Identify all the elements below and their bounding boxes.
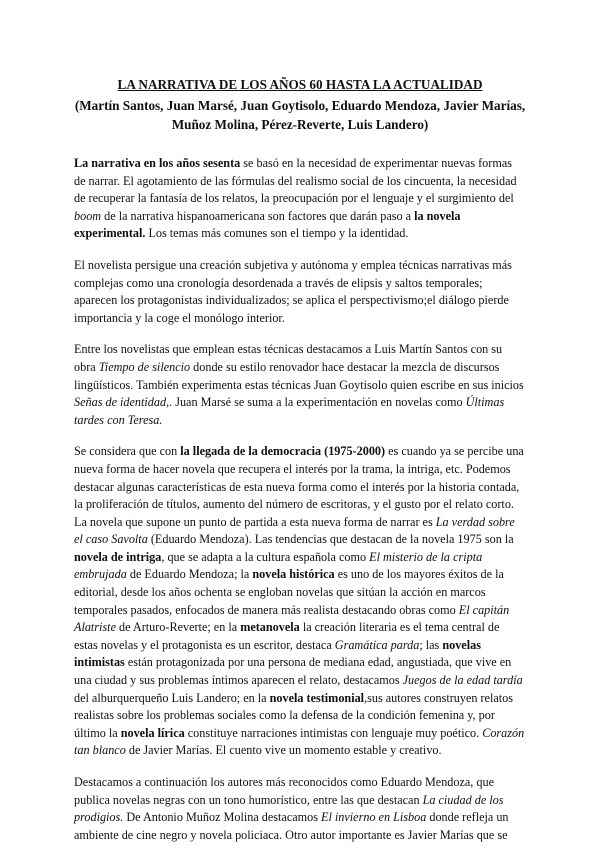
bold-term: metanovela [240,620,300,635]
text-run: de la narrativa hispanoamericana son factores que darán paso a [101,208,415,223]
paragraph [74,155,526,243]
text-run: , que se adapta a la cultura española como [161,549,370,564]
text-run: están protagonizada por una persona de mediana edad, angustiada, que vive en una ciudad y sus problemas íntimos aparecen el relato, destacamos [74,655,512,688]
work-title: El invierno en Lisboa [321,810,427,825]
text-run: Destacamos a continuación los autores más reconocidos como Eduardo Mendoza, que publica novelas negras con un tono humorístico, entre las que destacan [74,775,494,807]
work-title: Tiempo de silencio [98,359,191,374]
text-run: de Arturo-Reverte; en la [115,620,241,635]
paragraph [74,257,526,327]
paragraph [74,341,526,429]
text-run: De Antonio Muñoz Molina destacamos [123,810,322,825]
work-title: Corazón tan blanco [74,725,525,758]
text-run: es uno de los mayores éxitos de la editorial, desde los años ochenta se engloban novelas que sitúan la acción en marcos temporales pasados, enfocados de manera más realista destacando obras como [74,567,504,617]
work-title: boom [74,208,102,223]
text-run: Los temas más comunes son el tiempo y la identidad. [145,226,409,241]
work-title: La verdad sobre el caso Savolta [74,514,515,547]
text-run: ,. Juan Marsé se suma a la experimentación en novelas como [166,395,466,410]
bold-term: novela testimonial [269,690,365,705]
text-run: ,sus autores construyen relatos realistas sobre los problemas sociales como la defensa de la condición femenina y, por último la [74,690,513,740]
bold-term: la novela experimental. [74,208,461,241]
text-run: de Eduardo Mendoza; la [126,567,253,582]
bold-term: novelas intimistas [74,637,481,670]
text-run: constituye narraciones intimistas con lenguaje muy poético. [184,725,483,740]
text-run: se basó en la necesidad de experimentar nuevas formas de narrar. El agotamiento de las fórmulas del realismo social de los cincuenta, la necesidad de recuperar la fantasía de los relatos, la preocupación por el lenguaje y el surgimiento del [74,156,517,206]
work-title: El capitán Alatriste [74,602,510,635]
work-title: La ciudad de los prodigios. [74,792,504,825]
text-run: del alburquerqueño Luis Landero; en la [74,690,270,705]
paragraph [74,443,526,760]
document-subtitle: (Martín Santos, Juan Marsé, Juan Goytisolo, Eduardo Mendoza, Javier Marías, Muñoz Molina, Pérez-Reverte, Luis Landero) [74,98,526,132]
text-run: El novelista persigue una creación subjetiva y autónoma y emplea técnicas narrativas más complejas como una cronología desordenada a través de elipsis y saltos temporales; aparecen los protagonistas individualizados; se aplica el perspectivismo;el diálogo pierde importancia y la coge el monólogo interior. [74,257,512,325]
bold-term: novela lírica [120,725,185,740]
text-run: donde su estilo renovador hace destacar la mezcla de discursos lingüísticos. También experimenta estas técnicas Juan Goytisolo quien escribe en sus inicios [74,359,524,392]
text-run: ; las [419,637,443,652]
work-title: Juegos de la edad tardía [402,673,523,688]
text-run: Entre los novelistas que emplean estas técnicas destacamos a Luis Martín Santos con su obra [74,342,503,374]
work-title: Últimas tardes con Teresa. [74,395,505,427]
text-run: es cuando ya se percibe una nueva forma de hacer novela que recupera el interés por la trama, la intriga, etc. Podemos destacar algunas características de esta nueva forma como el interés por la historia contada, la proliferación de títulos, aumento del número de escritoras, y el gusto por el relato corto. La novela que supone un punto de partida a esta nueva forma de narrar es [74,444,524,529]
text-run: Se considera que con [74,444,181,459]
paragraph [74,774,526,844]
work-title: El misterio de la cripta embrujada [74,549,483,582]
bold-term: novela de intriga [74,549,162,564]
bold-term: novela histórica [252,567,335,582]
work-title: Gramática parda [334,637,420,652]
bold-term: La narrativa en los años sesenta [74,156,241,170]
text-run: de Javier Marías. El cuento vive un momento estable y creativo. [125,743,442,758]
text-run: donde refleja un ambiente de cine negro y novela policiaca. Otro autor importante es Javier Marías que se [74,810,509,842]
bold-term: la llegada de la democracia (1975-2000) [180,444,386,459]
text-run: la creación literaria es el tema central de estas novelas y el protagonista es un escritor, destaca [74,620,500,652]
document-title: LA NARRATIVA DE LOS AÑOS 60 HASTA LA ACTUALIDAD [117,77,483,92]
text-run: (Eduardo Mendoza). Las tendencias que destacan de la novela 1975 son la [147,532,514,547]
work-title: Señas de identidad [74,395,167,410]
